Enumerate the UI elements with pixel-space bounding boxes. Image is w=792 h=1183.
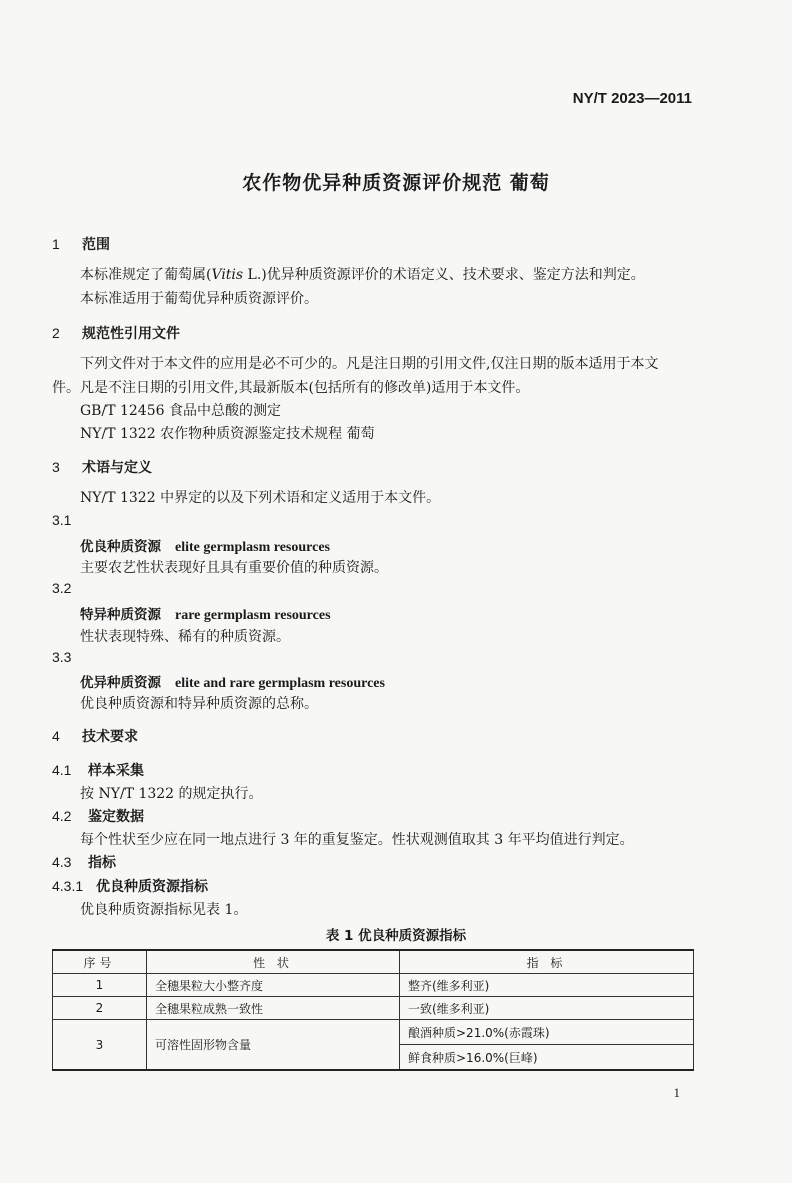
subsection-4-3-1-heading [52, 876, 208, 896]
subsection-text: 每个性状至少应在同一地点进行 3 年的重复鉴定。性状观测值取其 3 年平均值进行判定。 [80, 832, 634, 848]
term-number: 3.2 [52, 580, 72, 596]
page-number: 1 [673, 1085, 680, 1100]
text-run: 本标准规定了葡萄属( [80, 267, 212, 283]
term-number: 3.3 [52, 649, 72, 665]
section-title: 范围 [82, 237, 110, 253]
term-zh: 优良种质资源 [80, 539, 161, 555]
cell-no: 3 [53, 1020, 147, 1071]
subsection-title: 优良种质资源指标 [96, 879, 208, 895]
term-zh: 特异种质资源 [80, 607, 161, 623]
subsection-text: 按 NY/T 1322 的规定执行。 [80, 786, 263, 802]
column-header: 序号 [53, 950, 147, 974]
text-run: L.)优异种质资源评价的术语定义、技术要求、鉴定方法和判定。 [243, 267, 645, 283]
term-en: elite germplasm resources [175, 540, 330, 555]
subsection-4-1-heading [52, 760, 144, 780]
term-number: 3.1 [52, 512, 72, 528]
reference-item: NY/T 1322 农作物种质资源鉴定技术规程 葡萄 [80, 426, 375, 442]
section-3-heading [52, 457, 152, 477]
scope-paragraph-1 [80, 264, 645, 284]
section-title: 技术要求 [82, 729, 138, 745]
subsection-number: 4.2 [52, 808, 72, 824]
scope-paragraph-2: 本标准适用于葡萄优异种质资源评价。 [80, 291, 318, 307]
references-paragraph-line-2: 件。凡是不注日期的引用文件,其最新版本(包括所有的修改单)适用于本文件。 [52, 380, 530, 396]
term-heading [80, 671, 385, 692]
indicator-table [52, 949, 694, 1071]
subsection-title: 样本采集 [88, 763, 144, 779]
subsection-text: 优良种质资源指标见表 1。 [80, 902, 248, 918]
subsection-4-2-heading [52, 806, 144, 826]
section-number: 3 [52, 459, 60, 475]
section-title: 规范性引用文件 [82, 326, 180, 342]
subsection-number: 4.3 [52, 854, 72, 870]
section-2-heading [52, 323, 180, 343]
section-title: 术语与定义 [82, 460, 152, 476]
table-row [53, 997, 694, 1020]
term-en: rare germplasm resources [175, 608, 331, 623]
term-definition: 主要农艺性状表现好且具有重要价值的种质资源。 [80, 560, 388, 576]
section-4-heading [52, 726, 138, 746]
cell-no: 1 [53, 974, 147, 997]
table-row [53, 974, 694, 997]
cell-trait: 可溶性固形物含量 [147, 1020, 400, 1071]
table-row [53, 1020, 694, 1045]
terms-intro: NY/T 1322 中界定的以及下列术语和定义适用于本文件。 [80, 490, 441, 506]
column-header: 指 标 [400, 950, 694, 974]
term-heading [80, 535, 330, 556]
column-header: 性 状 [147, 950, 400, 974]
subsection-number: 4.3.1 [52, 878, 84, 894]
references-paragraph-line-1: 下列文件对于本文件的应用是必不可少的。凡是注日期的引用文件,仅注日期的版本适用于本文 [80, 356, 659, 372]
cell-trait: 全穗果粒成熟一致性 [147, 997, 400, 1020]
cell-index: 酿酒种质>21.0%(赤霞珠) [400, 1020, 694, 1045]
subsection-title: 鉴定数据 [88, 809, 144, 825]
cell-index: 一致(维多利亚) [400, 997, 694, 1020]
section-number: 1 [52, 236, 60, 252]
subsection-title: 指标 [88, 855, 116, 871]
table-header-row [53, 950, 694, 974]
table-caption: 表 1 优良种质资源指标 [325, 928, 467, 944]
section-1-heading [52, 234, 110, 254]
document-title: 农作物优异种质资源评价规范 葡萄 [242, 172, 550, 194]
reference-item: GB/T 12456 食品中总酸的测定 [80, 403, 281, 419]
cell-index: 整齐(维多利亚) [400, 974, 694, 997]
genus-name: Vitis [211, 267, 244, 283]
cell-no: 2 [53, 997, 147, 1020]
term-zh: 优异种质资源 [80, 675, 161, 691]
term-heading [80, 603, 331, 624]
term-en: elite and rare germplasm resources [175, 676, 385, 691]
subsection-number: 4.1 [52, 762, 72, 778]
section-number: 4 [52, 728, 60, 744]
term-definition: 性状表现特殊、稀有的种质资源。 [80, 629, 290, 645]
subsection-4-3-heading [52, 852, 116, 872]
section-number: 2 [52, 325, 60, 341]
cell-trait: 全穗果粒大小整齐度 [147, 974, 400, 997]
standard-number: NY/T 2023—2011 [572, 90, 692, 107]
cell-index: 鲜食种质>16.0%(巨峰) [400, 1045, 694, 1071]
term-definition: 优良种质资源和特异种质资源的总称。 [80, 696, 318, 712]
